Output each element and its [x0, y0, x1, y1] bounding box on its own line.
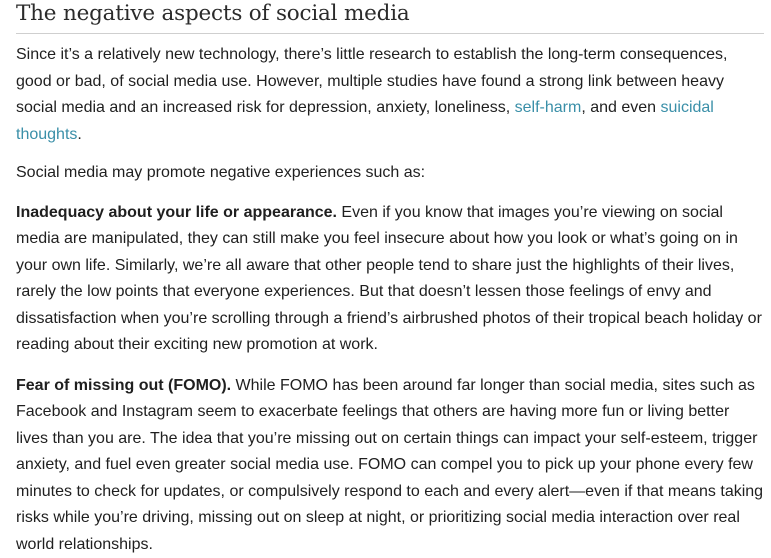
inadequacy-text: Even if you know that images you’re viewing on social media are manipulated, they can still make you feel insecure about how you look or what’s going on in your own life. Similarly, we’re all aware that other people tend to share just the highlights of their lives, rarely the low points that everyone experiences. But that doesn’t lessen those feelings of envy and dissatisfaction when you’re scrolling through a friend’s airbrushed photos of their tropical beach holiday or reading about their exciting new promotion at work. [16, 204, 762, 354]
paragraph-research-text-mid: , and even [581, 99, 660, 116]
section-heading: The negative aspects of social media [16, 0, 764, 34]
article-body [16, 0, 764, 558]
paragraph-intro-list: Social media may promote negative experiences such as: [16, 160, 764, 187]
paragraph-inadequacy [16, 200, 764, 359]
suicidal-thoughts-link[interactable]: suicidal thoughts [16, 99, 714, 143]
inadequacy-lead: Inadequacy about your life or appearance. [16, 204, 337, 221]
paragraph-fomo [16, 373, 764, 558]
self-harm-link[interactable]: self-harm [515, 99, 582, 116]
fomo-lead: Fear of missing out (FOMO). [16, 377, 231, 394]
paragraph-research [16, 42, 764, 148]
paragraph-research-text: Since it’s a relatively new technology, there’s little research to establish the long-term consequences, good or bad, of social media use. However, multiple studies have found a strong link between heavy social media and an increased risk for depression, anxiety, loneliness, [16, 46, 728, 116]
paragraph-research-text-end: . [77, 126, 81, 143]
fomo-text: While FOMO has been around far longer than social media, sites such as Facebook and Instagram seem to exacerbate feelings that others are having more fun or living better lives than you are. The idea that you’re missing out on certain things can impact your self-esteem, trigger anxiety, and fuel even greater social media use. FOMO can compel you to pick up your phone every few minutes to check for updates, or compulsively respond to each and every alert—even if that means taking risks while you’re driving, missing out on sleep at night, or prioritizing social media interaction over real world relationships. [16, 377, 763, 553]
